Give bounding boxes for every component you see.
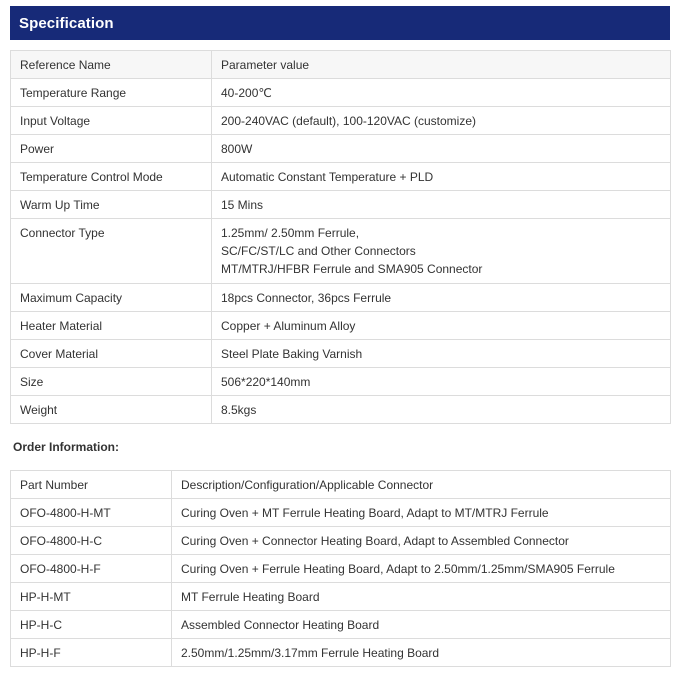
spec-value-line: SC/FC/ST/LC and Other Connectors xyxy=(221,244,416,258)
spec-name-cell: Weight xyxy=(11,396,212,424)
spec-value-cell xyxy=(212,312,671,340)
spec-value-line: Steel Plate Baking Varnish xyxy=(221,347,363,361)
spec-value-cell xyxy=(212,284,671,312)
spec-value-line: Automatic Constant Temperature + PLD xyxy=(221,170,434,184)
spec-header-row xyxy=(11,51,671,79)
spec-name-cell: Connector Type xyxy=(11,219,212,284)
order-description-cell: Curing Oven + Connector Heating Board, Adapt to Assembled Connector xyxy=(172,527,671,555)
spec-row xyxy=(11,396,671,424)
order-description-cell: Curing Oven + MT Ferrule Heating Board, Adapt to MT/MTRJ Ferrule xyxy=(172,499,671,527)
spec-value-line: 800W xyxy=(221,142,253,156)
spec-name-cell: Cover Material xyxy=(11,340,212,368)
spec-name-cell: Warm Up Time xyxy=(11,191,212,219)
order-row xyxy=(11,639,671,667)
order-information-title: Order Information: xyxy=(13,440,120,454)
spec-value-cell xyxy=(212,219,671,284)
spec-name-cell: Input Voltage xyxy=(11,107,212,135)
order-part-number-cell: HP-H-MT xyxy=(11,583,172,611)
specification-banner xyxy=(10,6,670,40)
order-part-number-cell: HP-H-C xyxy=(11,611,172,639)
spec-row xyxy=(11,163,671,191)
spec-row xyxy=(11,340,671,368)
order-row xyxy=(11,583,671,611)
order-information-table xyxy=(10,470,671,667)
spec-row xyxy=(11,219,671,284)
spec-value-line: 8.5kgs xyxy=(221,403,257,417)
order-description-cell: Curing Oven + Ferrule Heating Board, Adapt to 2.50mm/1.25mm/SMA905 Ferrule xyxy=(172,555,671,583)
spec-value-line: Copper + Aluminum Alloy xyxy=(221,319,356,333)
spec-value-cell xyxy=(212,340,671,368)
spec-header-value: Parameter value xyxy=(212,51,671,79)
order-header-part: Part Number xyxy=(11,471,172,499)
spec-row xyxy=(11,312,671,340)
spec-value-line: 200-240VAC (default), 100-120VAC (customize) xyxy=(221,114,477,128)
spec-row xyxy=(11,79,671,107)
spec-value-cell xyxy=(212,396,671,424)
order-row xyxy=(11,611,671,639)
order-description-cell: Assembled Connector Heating Board xyxy=(172,611,671,639)
spec-row xyxy=(11,284,671,312)
spec-row xyxy=(11,107,671,135)
order-row xyxy=(11,499,671,527)
spec-value-cell xyxy=(212,79,671,107)
spec-name-cell: Maximum Capacity xyxy=(11,284,212,312)
order-row xyxy=(11,527,671,555)
spec-value-line: MT/MTRJ/HFBR Ferrule and SMA905 Connector xyxy=(221,262,483,276)
order-part-number-cell: HP-H-F xyxy=(11,639,172,667)
order-header-desc: Description/Configuration/Applicable Connector xyxy=(172,471,671,499)
banner-title: Specification xyxy=(19,14,114,32)
specification-table xyxy=(10,50,671,424)
spec-value-line: 506*220*140mm xyxy=(221,375,311,389)
spec-row xyxy=(11,135,671,163)
spec-value-line: 40-200℃ xyxy=(221,86,272,100)
order-row xyxy=(11,555,671,583)
spec-value-cell xyxy=(212,368,671,396)
spec-value-cell xyxy=(212,191,671,219)
spec-value-line: 15 Mins xyxy=(221,198,264,212)
spec-header-name: Reference Name xyxy=(11,51,212,79)
spec-name-cell: Temperature Control Mode xyxy=(11,163,212,191)
spec-value-cell xyxy=(212,107,671,135)
spec-name-cell: Heater Material xyxy=(11,312,212,340)
order-description-cell: 2.50mm/1.25mm/3.17mm Ferrule Heating Board xyxy=(172,639,671,667)
order-header-row xyxy=(11,471,671,499)
spec-value-cell xyxy=(212,135,671,163)
spec-row xyxy=(11,191,671,219)
order-part-number-cell: OFO-4800-H-MT xyxy=(11,499,172,527)
spec-row xyxy=(11,368,671,396)
spec-name-cell: Temperature Range xyxy=(11,79,212,107)
spec-value-line: 1.25mm/ 2.50mm Ferrule, xyxy=(221,226,360,240)
spec-name-cell: Power xyxy=(11,135,212,163)
spec-name-cell: Size xyxy=(11,368,212,396)
spec-value-cell xyxy=(212,163,671,191)
spec-value-line: 18pcs Connector, 36pcs Ferrule xyxy=(221,291,392,305)
order-part-number-cell: OFO-4800-H-C xyxy=(11,527,172,555)
order-part-number-cell: OFO-4800-H-F xyxy=(11,555,172,583)
order-description-cell: MT Ferrule Heating Board xyxy=(172,583,671,611)
